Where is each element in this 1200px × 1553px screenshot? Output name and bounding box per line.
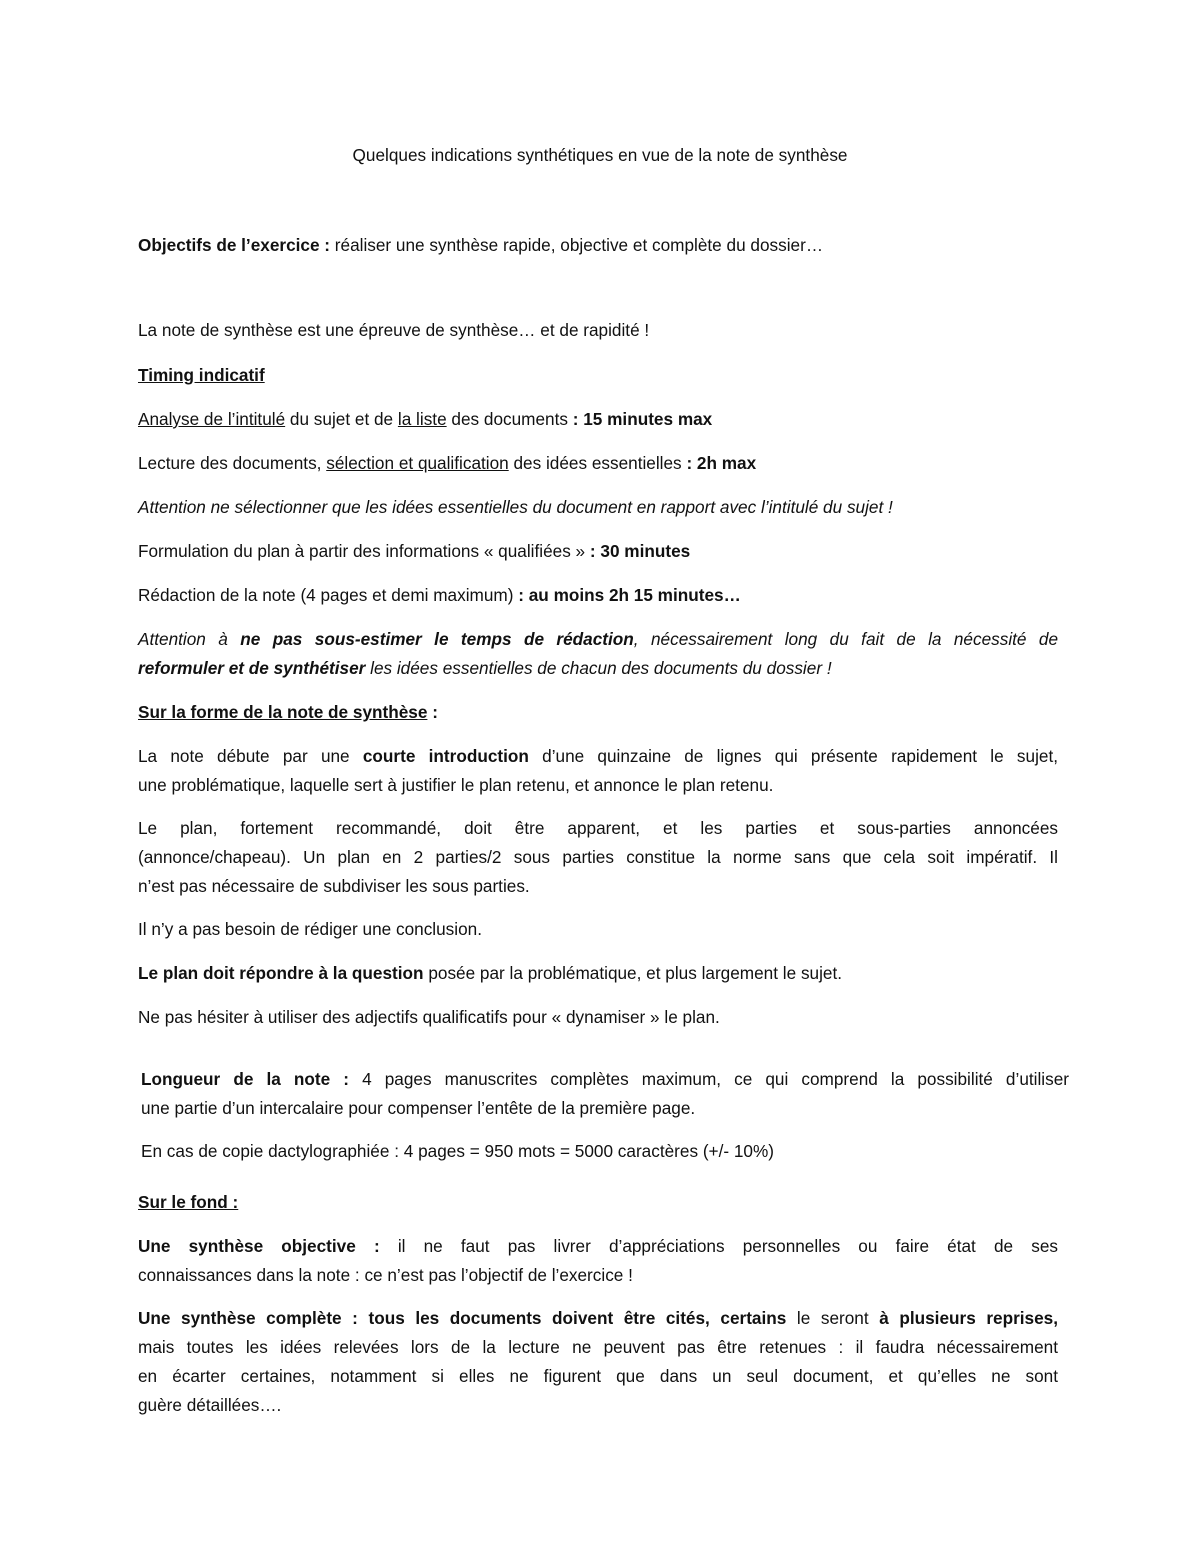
fond-complete-line4: guère détaillées….	[138, 1395, 282, 1415]
objectifs-label: Objectifs de l’exercice :	[138, 235, 331, 255]
timing-lecture: Lecture des documents, sélection et qualification des idées essentielles : 2h max	[138, 453, 757, 473]
timing-heading: Timing indicatif	[138, 365, 265, 385]
forme-intro-line1: La note débute par une courte introduction d’une quinzaine de lignes qui présente rapidement le sujet,	[138, 746, 1058, 766]
fond-complete-line3: en écarter certaines, notamment si elles ne figurent que dans un seul document, et qu’elles ne sont	[138, 1366, 1058, 1386]
timing-attention-selection: Attention ne sélectionner que les idées essentielles du document en rapport avec l’intitulé du sujet !	[138, 497, 893, 517]
forme-question: Le plan doit répondre à la question posée par la problématique, et plus largement le sujet.	[138, 963, 843, 983]
timing-attention-redaction-line2: reformuler et de synthétiser les idées essentielles de chacun des documents du dossier !	[138, 658, 832, 678]
fond-objective-line1: Une synthèse objective : il ne faut pas livrer d’appréciations personnelles ou faire état de ses	[138, 1236, 1058, 1256]
epreuve-paragraph: La note de synthèse est une épreuve de synthèse… et de rapidité !	[138, 320, 650, 340]
objectifs-paragraph	[138, 231, 823, 260]
forme-plan-line2: (annonce/chapeau). Un plan en 2 parties/2 sous parties constitue la norme sans que cela soit impératif. Il	[138, 847, 1058, 867]
fond-complete-line1: Une synthèse complète : tous les documents doivent être cités, certains le seront à plusieurs reprises,	[138, 1308, 1058, 1328]
timing-attention-redaction-line1: Attention à ne pas sous-estimer le temps de rédaction, nécessairement long du fait de la nécessité de	[138, 629, 1059, 649]
longueur-line1: Longueur de la note : 4 pages manuscrites complètes maximum, ce qui comprend la possibilité d’utiliser	[141, 1069, 1069, 1089]
timing-formulation: Formulation du plan à partir des informations « qualifiées » : 30 minutes	[138, 541, 691, 561]
forme-conclusion: Il n’y a pas besoin de rédiger une conclusion.	[138, 919, 482, 939]
timing-redaction: Rédaction de la note (4 pages et demi maximum) : au moins 2h 15 minutes…	[138, 585, 741, 605]
fond-heading: Sur le fond :	[138, 1192, 239, 1212]
objectifs-text: réaliser une synthèse rapide, objective et complète du dossier…	[330, 235, 824, 255]
document-title: Quelques indications synthétiques en vue de la note de synthèse	[352, 145, 848, 165]
forme-plan-line1: Le plan, fortement recommandé, doit être apparent, et les parties et sous-parties annoncées	[138, 818, 1058, 838]
fond-complete-line2: mais toutes les idées relevées lors de la lecture ne peuvent pas être retenues : il faudra nécessairement	[138, 1337, 1058, 1357]
timing-analyse: Analyse de l’intitulé du sujet et de la liste des documents : 15 minutes max	[138, 409, 713, 429]
longueur-line2: une partie d’un intercalaire pour compenser l’entête de la première page.	[141, 1098, 696, 1118]
longueur-dactylo: En cas de copie dactylographiée : 4 pages = 950 mots = 5000 caractères (+/- 10%)	[141, 1141, 774, 1161]
forme-adjectifs: Ne pas hésiter à utiliser des adjectifs qualificatifs pour « dynamiser » le plan.	[138, 1007, 720, 1027]
forme-intro-line2: une problématique, laquelle sert à justifier le plan retenu, et annonce le plan retenu.	[138, 775, 774, 795]
fond-objective-line2: connaissances dans la note : ce n’est pas l’objectif de l’exercice !	[138, 1265, 633, 1285]
forme-heading: Sur la forme de la note de synthèse :	[138, 702, 438, 722]
forme-plan-line3: n’est pas nécessaire de subdiviser les sous parties.	[138, 876, 530, 896]
